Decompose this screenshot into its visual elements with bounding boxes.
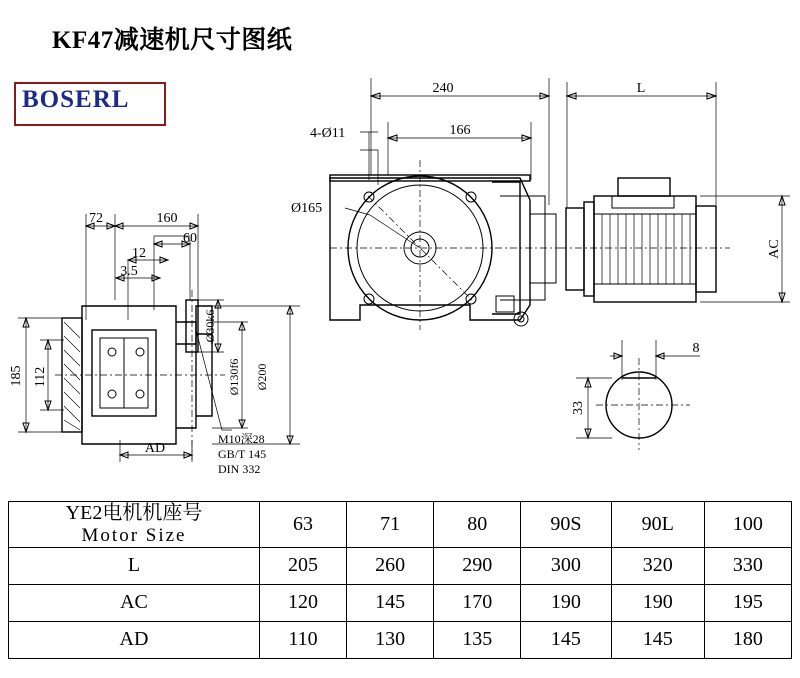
label-d165 (291, 201, 420, 248)
cell-AD-71: 130 (347, 621, 434, 658)
row-label-L: L (9, 547, 260, 584)
col-head-0: 63 (260, 502, 347, 548)
table-header-en: Motor Size (81, 525, 187, 546)
col-head-1: 71 (347, 502, 434, 548)
svg-text:M10深28: M10深28 (218, 432, 265, 446)
dim-L-top (567, 81, 716, 208)
cell-AC-71: 145 (347, 584, 434, 621)
table-row (9, 621, 792, 658)
svg-text:AD: AD (144, 441, 166, 456)
cell-AD-90L: 145 (611, 621, 704, 658)
table-row (9, 547, 792, 584)
cell-AD-90S: 145 (521, 621, 611, 658)
brand-logo: BOSERL (22, 86, 130, 113)
svg-text:160: 160 (156, 211, 178, 226)
svg-text:Ø165: Ø165 (291, 201, 323, 216)
cell-AC-63: 120 (260, 584, 347, 621)
svg-text:33: 33 (571, 401, 586, 415)
gearbox-housing (330, 160, 560, 330)
shaft-section (571, 340, 700, 450)
cell-AC-90L: 190 (611, 584, 704, 621)
cell-L-90L: 320 (611, 547, 704, 584)
cell-L-80: 290 (434, 547, 521, 584)
svg-text:240: 240 (432, 81, 454, 96)
cell-L-90S: 300 (521, 547, 611, 584)
svg-text:DIN 332: DIN 332 (218, 462, 261, 476)
label-4-holes (310, 126, 378, 185)
col-head-4: 90L (611, 502, 704, 548)
spec-table (8, 501, 792, 659)
cell-AD-80: 135 (434, 621, 521, 658)
dim-group-left-top (86, 211, 198, 320)
dim-166 (388, 122, 531, 180)
svg-text:8: 8 (692, 341, 700, 356)
left-gearbox-view (55, 290, 225, 460)
svg-text:3.5: 3.5 (120, 264, 138, 279)
page-title: KF47减速机尺寸图纸 (52, 27, 293, 54)
table-header-cn: YE2电机机座号 (65, 502, 203, 524)
col-head-3: 90S (521, 502, 611, 548)
table-row (9, 584, 792, 621)
svg-text:112: 112 (33, 366, 48, 388)
svg-text:Ø200: Ø200 (255, 363, 269, 391)
table-header-row (9, 502, 792, 548)
cell-L-100: 330 (704, 547, 791, 584)
row-label-AC: AC (9, 584, 260, 621)
col-head-5: 100 (704, 502, 791, 548)
cell-L-63: 205 (260, 547, 347, 584)
svg-text:L: L (636, 81, 646, 96)
svg-text:72: 72 (89, 211, 103, 226)
cell-AC-90S: 190 (521, 584, 611, 621)
svg-text:12: 12 (132, 246, 146, 261)
svg-text:AC: AC (767, 239, 782, 259)
col-head-2: 80 (434, 502, 521, 548)
svg-text:Ø30k6: Ø30k6 (203, 309, 217, 343)
cell-AC-80: 170 (434, 584, 521, 621)
svg-text:Ø130f6: Ø130f6 (227, 358, 241, 396)
dim-AC (700, 196, 790, 302)
svg-text:GB/T 145: GB/T 145 (218, 447, 267, 461)
svg-text:4-Ø11: 4-Ø11 (310, 126, 346, 141)
cell-AD-63: 110 (260, 621, 347, 658)
cell-AC-100: 195 (704, 584, 791, 621)
cell-L-71: 260 (347, 547, 434, 584)
svg-text:185: 185 (9, 365, 24, 387)
svg-text:60: 60 (183, 231, 197, 246)
svg-text:166: 166 (449, 123, 471, 138)
table-header-cell (9, 502, 260, 548)
row-label-AD: AD (9, 621, 260, 658)
motor (560, 178, 730, 302)
cell-AD-100: 180 (704, 621, 791, 658)
dim-240 (371, 78, 549, 205)
